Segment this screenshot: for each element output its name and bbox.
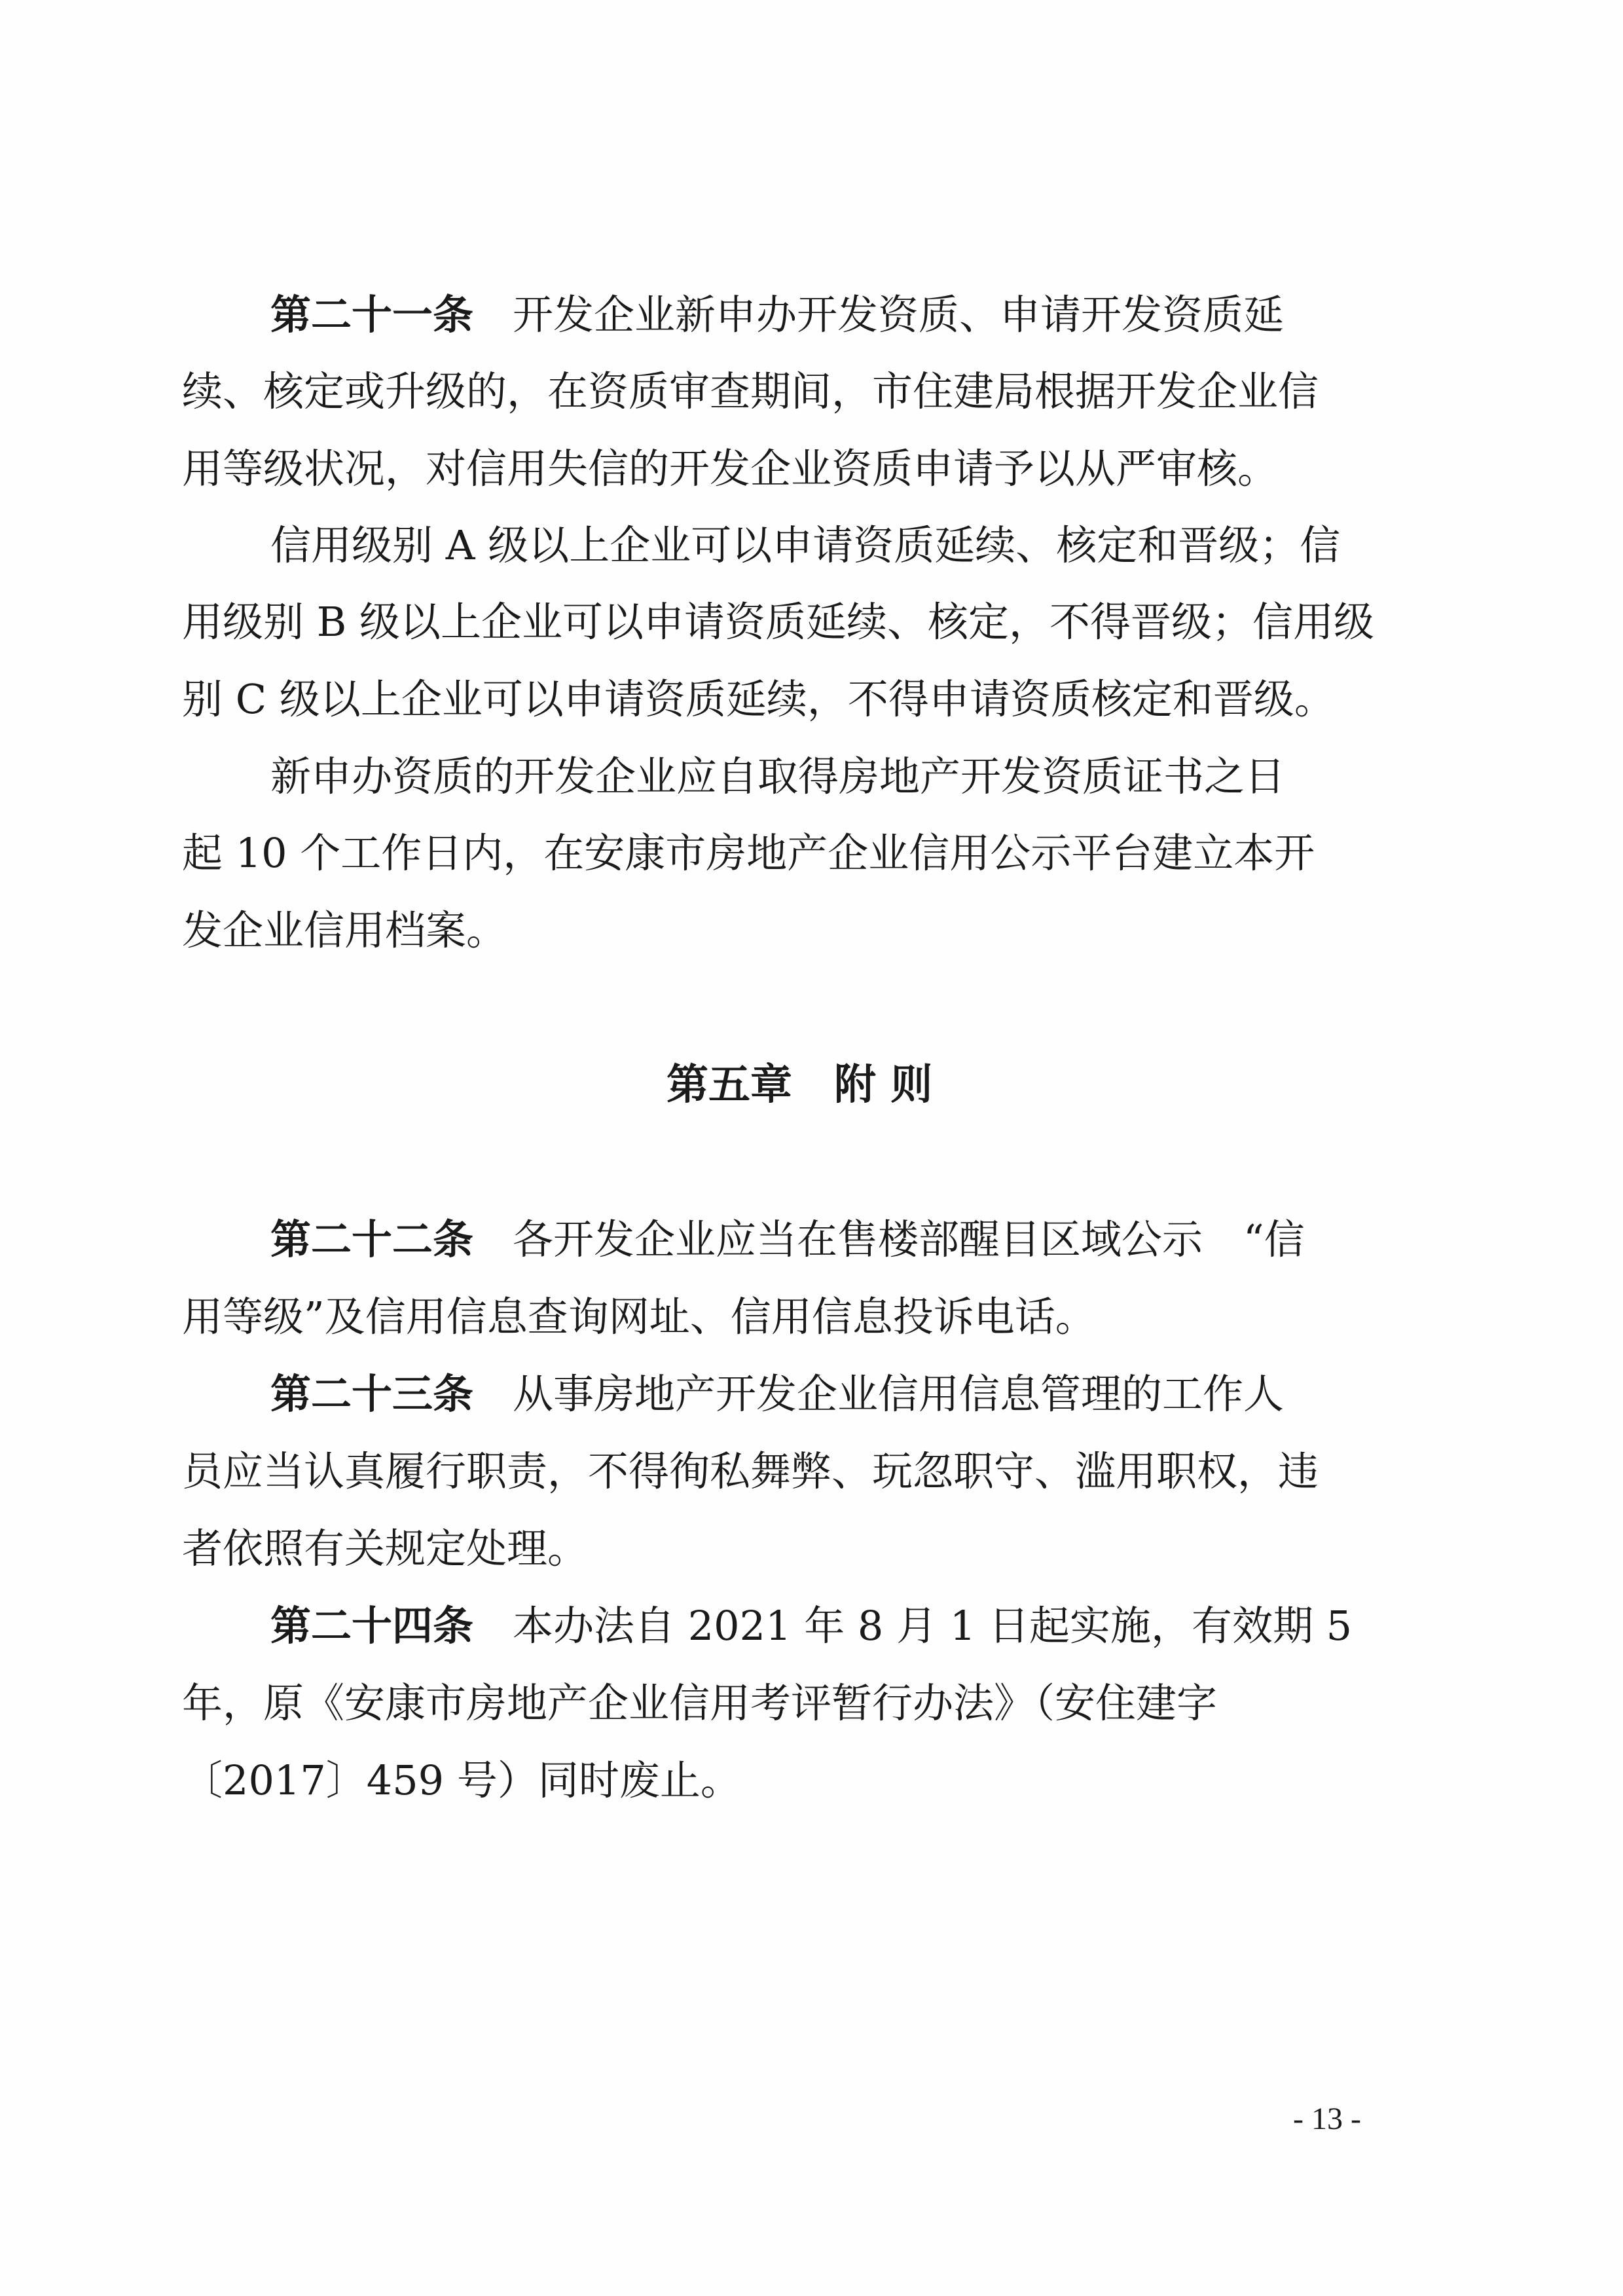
chapter-heading: 第五章 附 则 [666,1061,933,1109]
article-24-line-1 [270,1602,1353,1650]
article-24-line-3: 〔2017〕459 号）同时废止。 [182,1756,741,1804]
article-24-label: 第二十四条 [270,1602,474,1650]
article-23-label: 第二十三条 [270,1370,474,1418]
article-22-line-2: 用等级”及信用信息查询网址、信用信息投诉电话。 [182,1293,1096,1341]
article-21-para-2-line-3: 别 C 级以上企业可以申请资质延续，不得申请资质核定和晋级。 [182,675,1335,723]
article-21-line-1 [270,291,1285,339]
article-23-line-1 [270,1370,1285,1418]
page-number: - 13 - [1293,2102,1361,2136]
article-21-para-2-line-1: 信用级别 A 级以上企业可以申请资质延续、核定和晋级；信 [270,521,1341,569]
article-24-line-1-text: 本办法自 2021 年 8 月 1 日起实施，有效期 5 [513,1602,1353,1650]
article-23-line-3: 者依照有关规定处理。 [182,1525,589,1572]
article-21-line-3: 用等级状况，对信用失信的开发企业资质申请予以从严审核。 [182,445,1279,492]
article-23-line-2: 员应当认真履行职责，不得徇私舞弊、玩忽职守、滥用职权，违 [182,1447,1319,1495]
article-21-line-2: 续、核定或升级的，在资质审查期间，市住建局根据开发企业信 [182,367,1319,415]
article-22-line-1-text: 各开发企业应当在售楼部醒目区域公示 “信 [513,1215,1305,1263]
article-21-para-3-line-3: 发企业信用档案。 [182,906,507,954]
article-21-para-3-line-2: 起 10 个工作日内，在安康市房地产企业信用公示平台建立本开 [182,829,1315,877]
article-22-line-1 [270,1215,1305,1263]
article-21-label: 第二十一条 [270,291,474,339]
article-21-para-3-line-1: 新申办资质的开发企业应自取得房地产开发资质证书之日 [270,752,1286,800]
article-22-label: 第二十二条 [270,1215,474,1263]
article-21-line-1-text: 开发企业新申办开发资质、申请开发资质延 [513,291,1285,339]
article-24-line-2: 年，原《安康市房地产企业信用考评暂行办法》（安住建字 [182,1679,1218,1727]
article-21-para-2-line-2: 用级别 B 级以上企业可以申请资质延续、核定，不得晋级；信用级 [182,598,1374,646]
article-23-line-1-text: 从事房地产开发企业信用信息管理的工作人 [513,1370,1285,1418]
